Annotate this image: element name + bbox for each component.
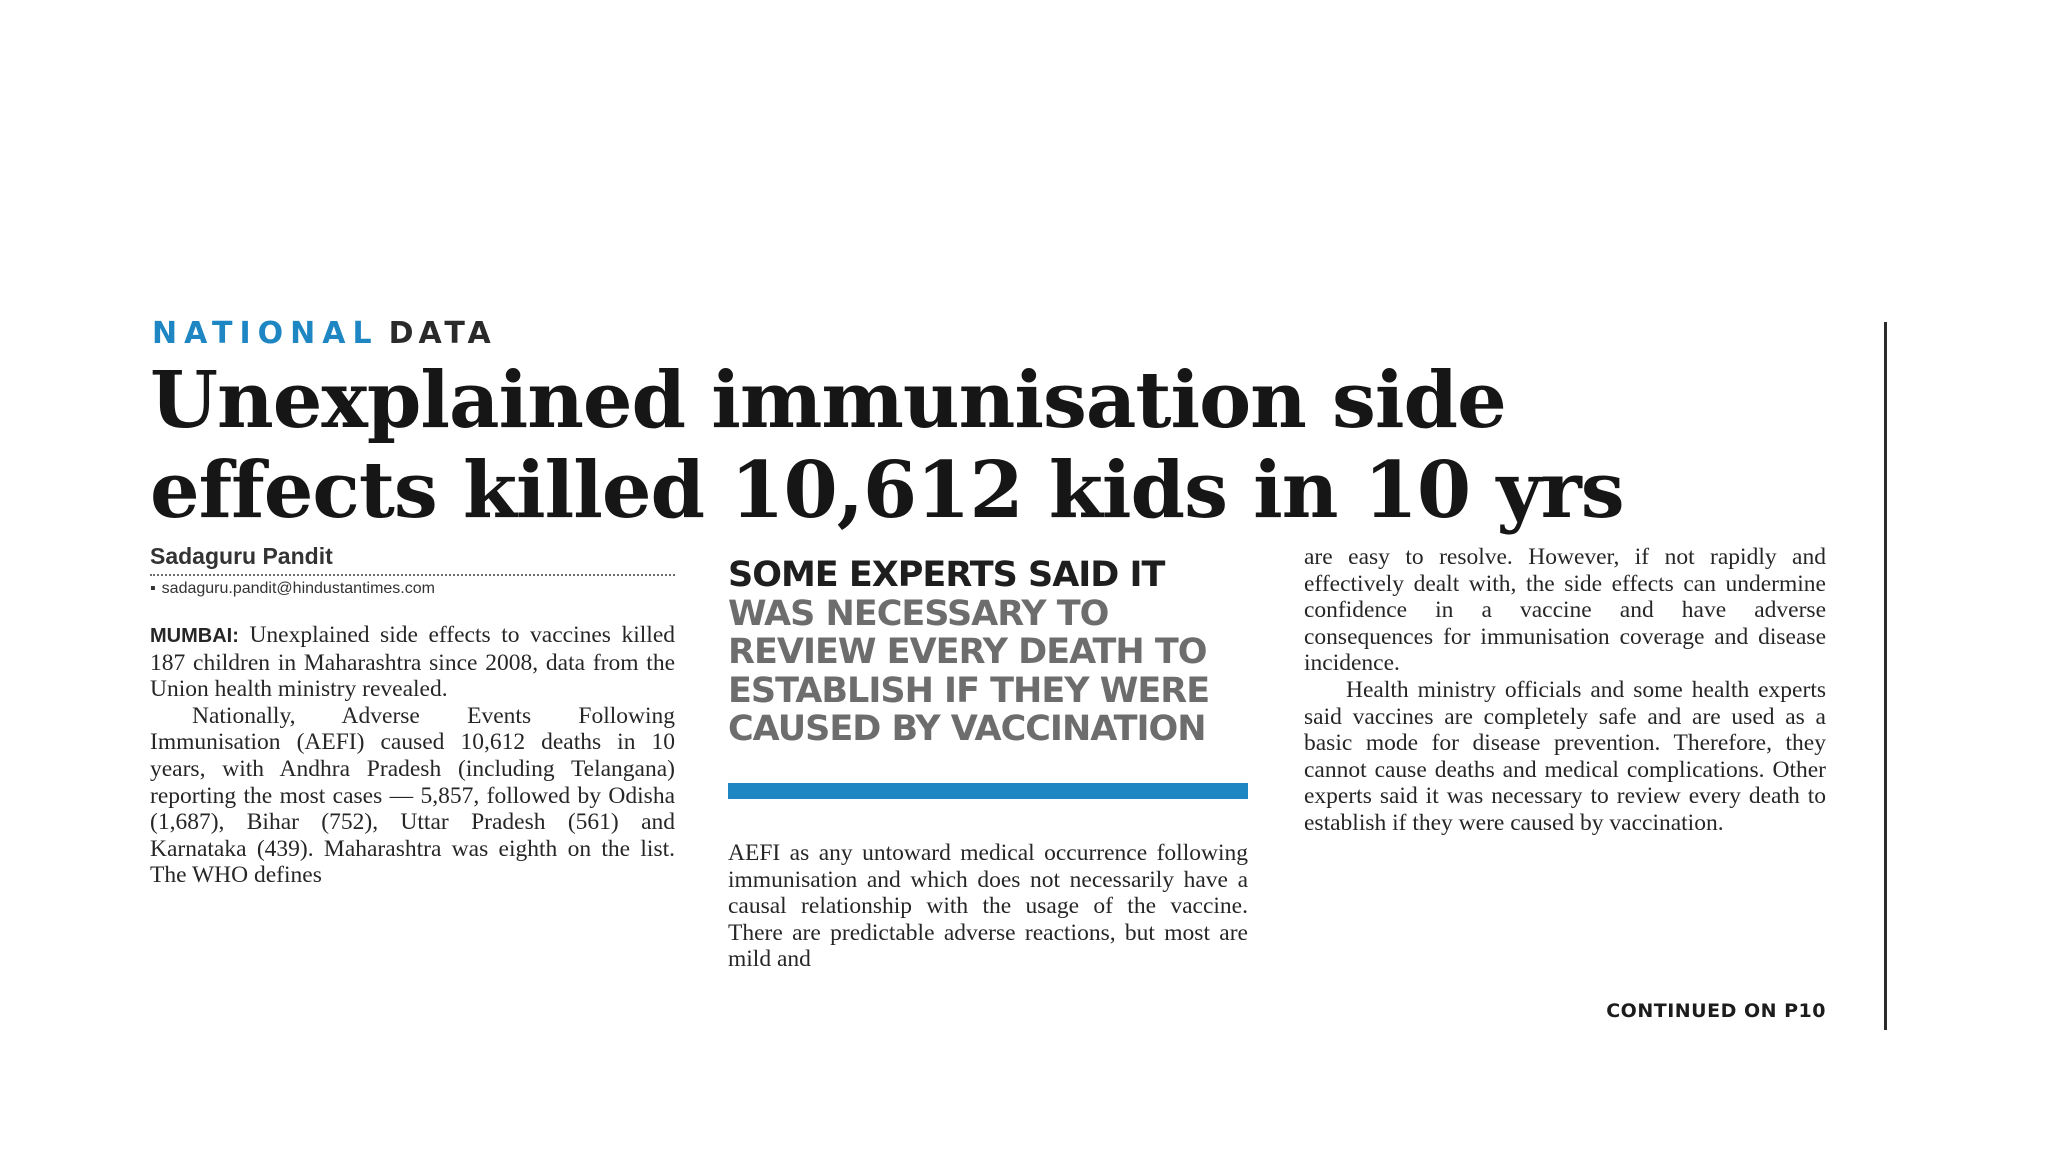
headline [150, 356, 1890, 536]
pull-quote-rest: WAS NECESSARY TO REVIEW EVERY DEATH TO ESTABLISH IF THEY WERE CAUSED BY VACCINATION [728, 593, 1210, 749]
paragraph [150, 622, 675, 703]
article-column-3 [1304, 544, 1826, 837]
paragraph: Nationally, Adverse Events Following Immunisation (AEFI) caused 10,612 deaths in 10 years, with Andhra Pradesh (including Telangana) reporting the most cases — 5,857, followed by Odisha (1,687), Bihar (752), Uttar Pradesh (561) and Karnataka (439). Maharashtra was eighth on the list. The WHO defines [150, 702, 675, 889]
newspaper-clipping [150, 312, 1890, 1032]
byline [150, 542, 675, 576]
byline-email-text: sadaguru.pandit@hindustantimes.com [161, 580, 435, 597]
kicker-section: NATIONAL [152, 316, 379, 351]
article-column-2 [728, 840, 1248, 973]
pull-quote-rule [728, 783, 1248, 799]
bullet-icon: ▪ [150, 580, 156, 597]
byline-author: Sadaguru Pandit [150, 543, 333, 569]
headline-line-1: Unexplained immunisation side [150, 355, 1506, 446]
paragraph: AEFI as any untoward medical occurrence following immunisation and which does not necessarily have a causal relationship with the usage of the vaccine. There are predictable adverse reactions, but most are mild and [728, 840, 1248, 973]
paragraph-text: Unexplained side effects to vaccines killed 187 children in Maharashtra since 2008, data from the Union health ministry revealed. [150, 622, 676, 703]
article-column-1 [150, 622, 675, 889]
pull-quote-lead: SOME EXPERTS SAID IT [728, 555, 1165, 595]
kicker-topic: DATA [388, 316, 496, 351]
byline-email [150, 578, 435, 600]
pull-quote [728, 556, 1248, 749]
paragraph: Health ministry officials and some health experts said vaccines are completely safe and are used as a basic mode for disease prevention. Therefore, they cannot cause deaths and medical complications. Other experts said it was necessary to review every death to establish if they were caused by vaccination. [1304, 676, 1826, 836]
column-divider [1884, 322, 1887, 1030]
paragraph: are easy to resolve. However, if not rapidly and effectively dealt with, the side effects can undermine confidence in a vaccine and have adverse consequences for immunisation coverage and disease incidence. [1304, 544, 1826, 677]
headline-line-2: effects killed 10,612 kids in 10 yrs [150, 445, 1624, 536]
section-kicker [152, 316, 496, 352]
dateline: MUMBAI: [150, 625, 239, 647]
continued-note: CONTINUED ON P10 [1606, 1000, 1826, 1022]
